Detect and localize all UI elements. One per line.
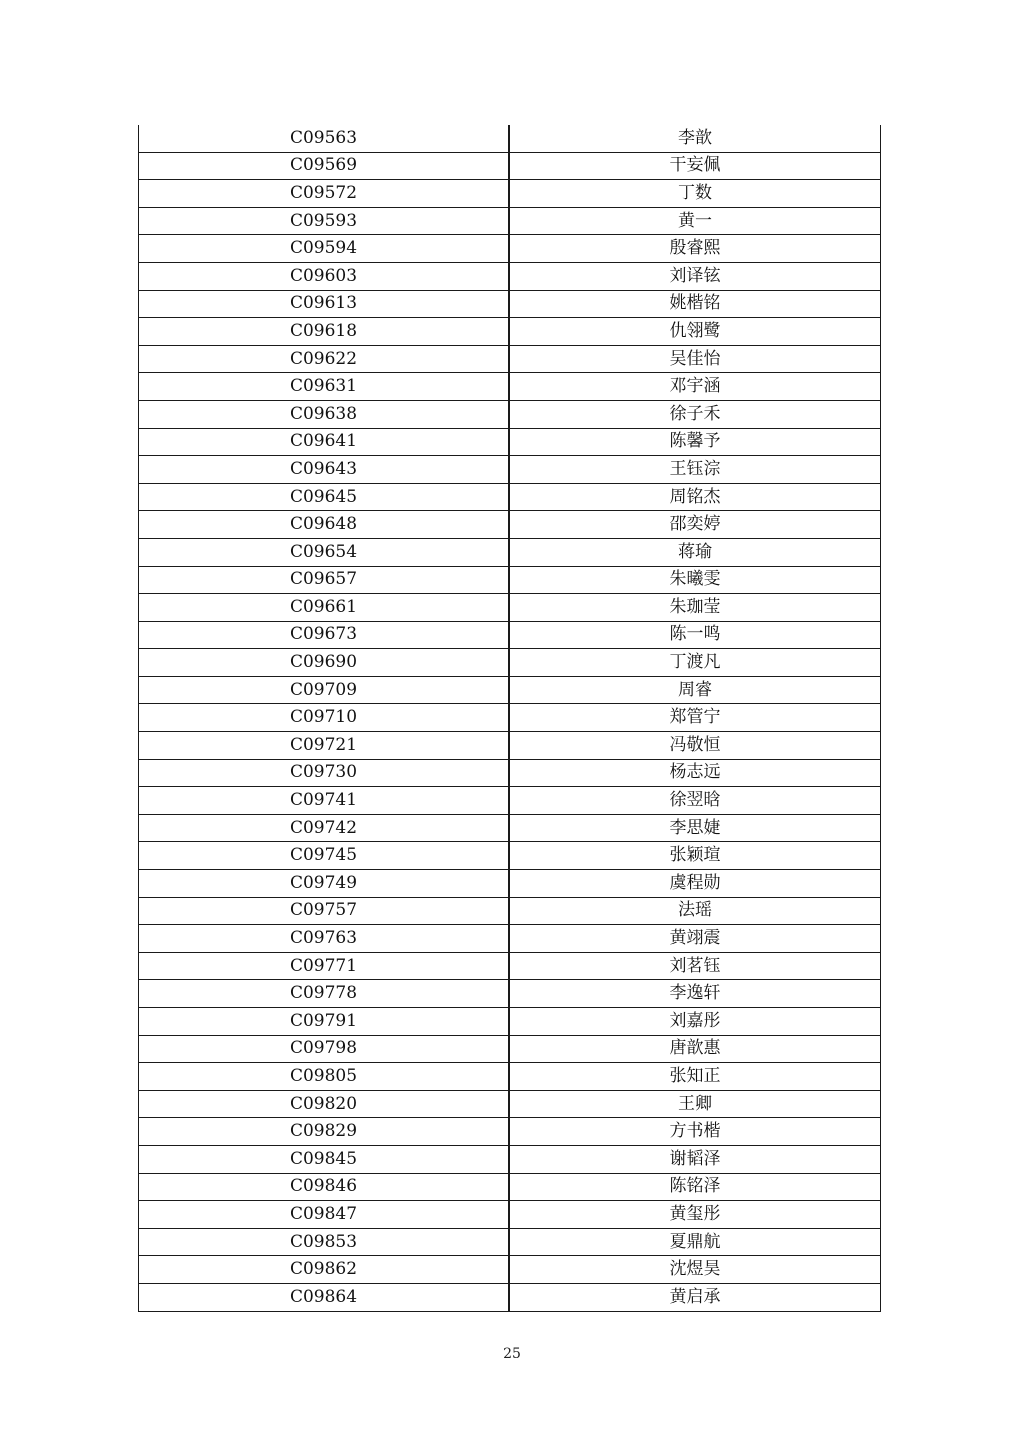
student-id-cell: C09641 <box>139 428 510 456</box>
student-id-cell: C09791 <box>139 1008 510 1036</box>
student-name-cell: 张知正 <box>509 1063 881 1091</box>
page-number: 25 <box>503 1346 521 1362</box>
table-row <box>139 1063 881 1091</box>
student-id-cell: C09572 <box>139 180 510 208</box>
student-name-cell: 干妄佩 <box>509 152 881 180</box>
student-id-cell: C09798 <box>139 1035 510 1063</box>
student-id-cell: C09730 <box>139 759 510 787</box>
student-id-cell: C09847 <box>139 1201 510 1229</box>
student-id-cell: C09643 <box>139 456 510 484</box>
student-id-cell: C09690 <box>139 649 510 677</box>
student-name-cell: 刘译铉 <box>509 262 881 290</box>
table-row <box>139 1228 881 1256</box>
student-name-cell: 方书楷 <box>509 1118 881 1146</box>
table-row <box>139 925 881 953</box>
student-id-cell: C09645 <box>139 483 510 511</box>
student-name-cell: 沈煜昊 <box>509 1256 881 1284</box>
student-name-cell: 黄翊震 <box>509 925 881 953</box>
table-row <box>139 952 881 980</box>
student-id-cell: C09749 <box>139 870 510 898</box>
table-row <box>139 318 881 346</box>
table-row <box>139 538 881 566</box>
student-name-cell: 徐翌晗 <box>509 787 881 815</box>
table-row <box>139 759 881 787</box>
table-row <box>139 483 881 511</box>
table-row <box>139 235 881 263</box>
table-row <box>139 1090 881 1118</box>
student-name-cell: 丁数 <box>509 180 881 208</box>
student-name-cell: 邵奕婷 <box>509 511 881 539</box>
table-row <box>139 180 881 208</box>
student-id-cell: C09864 <box>139 1283 510 1311</box>
table-row <box>139 1145 881 1173</box>
student-name-cell: 丁渡凡 <box>509 649 881 677</box>
student-id-cell: C09638 <box>139 400 510 428</box>
student-id-cell: C09820 <box>139 1090 510 1118</box>
table-row <box>139 1256 881 1284</box>
student-id-cell: C09763 <box>139 925 510 953</box>
student-name-cell: 黄一 <box>509 207 881 235</box>
student-id-cell: C09618 <box>139 318 510 346</box>
table-row <box>139 511 881 539</box>
student-name-cell: 杨志远 <box>509 759 881 787</box>
student-id-cell: C09778 <box>139 980 510 1008</box>
student-name-cell: 陈铭泽 <box>509 1173 881 1201</box>
roster-table <box>138 125 881 1312</box>
table-row <box>139 621 881 649</box>
student-id-cell: C09745 <box>139 842 510 870</box>
student-name-cell: 朱曦雯 <box>509 566 881 594</box>
table-row <box>139 649 881 677</box>
table-row <box>139 870 881 898</box>
student-id-cell: C09613 <box>139 290 510 318</box>
table-row <box>139 207 881 235</box>
student-name-cell: 陈馨予 <box>509 428 881 456</box>
student-id-cell: C09657 <box>139 566 510 594</box>
student-name-cell: 张颖瑄 <box>509 842 881 870</box>
student-name-cell: 徐子禾 <box>509 400 881 428</box>
student-id-cell: C09661 <box>139 594 510 622</box>
student-id-cell: C09593 <box>139 207 510 235</box>
table-row <box>139 345 881 373</box>
table-row <box>139 1035 881 1063</box>
roster-table-body <box>139 125 881 1311</box>
table-row <box>139 1008 881 1036</box>
table-row <box>139 704 881 732</box>
student-name-cell: 李思婕 <box>509 814 881 842</box>
student-id-cell: C09853 <box>139 1228 510 1256</box>
student-name-cell: 李逸轩 <box>509 980 881 1008</box>
table-row <box>139 980 881 1008</box>
student-name-cell: 王钰淙 <box>509 456 881 484</box>
student-name-cell: 法瑶 <box>509 897 881 925</box>
student-id-cell: C09741 <box>139 787 510 815</box>
student-id-cell: C09771 <box>139 952 510 980</box>
student-name-cell: 姚楷铭 <box>509 290 881 318</box>
student-name-cell: 冯敬恒 <box>509 732 881 760</box>
student-id-cell: C09622 <box>139 345 510 373</box>
student-name-cell: 吴佳怡 <box>509 345 881 373</box>
table-row <box>139 594 881 622</box>
table-row <box>139 1201 881 1229</box>
table-row <box>139 787 881 815</box>
student-name-cell: 刘茗钰 <box>509 952 881 980</box>
table-row <box>139 1173 881 1201</box>
student-id-cell: C09862 <box>139 1256 510 1284</box>
table-row <box>139 1283 881 1311</box>
student-name-cell: 夏鼎航 <box>509 1228 881 1256</box>
student-id-cell: C09654 <box>139 538 510 566</box>
student-name-cell: 黄玺彤 <box>509 1201 881 1229</box>
table-row <box>139 152 881 180</box>
table-row <box>139 676 881 704</box>
student-name-cell: 周铭杰 <box>509 483 881 511</box>
student-name-cell: 谢韬泽 <box>509 1145 881 1173</box>
table-row <box>139 897 881 925</box>
student-name-cell: 殷睿熙 <box>509 235 881 263</box>
student-name-cell: 仇翎鹭 <box>509 318 881 346</box>
student-name-cell: 邓宇涵 <box>509 373 881 401</box>
student-id-cell: C09805 <box>139 1063 510 1091</box>
student-id-cell: C09845 <box>139 1145 510 1173</box>
student-name-cell: 周睿 <box>509 676 881 704</box>
student-name-cell: 唐歆惠 <box>509 1035 881 1063</box>
student-name-cell: 郑管宁 <box>509 704 881 732</box>
table-row <box>139 373 881 401</box>
table-row <box>139 842 881 870</box>
student-id-cell: C09631 <box>139 373 510 401</box>
student-id-cell: C09829 <box>139 1118 510 1146</box>
student-name-cell: 朱珈莹 <box>509 594 881 622</box>
student-id-cell: C09846 <box>139 1173 510 1201</box>
student-name-cell: 李歆 <box>509 125 881 152</box>
student-id-cell: C09673 <box>139 621 510 649</box>
student-name-cell: 虞程勋 <box>509 870 881 898</box>
student-name-cell: 刘嘉彤 <box>509 1008 881 1036</box>
student-id-cell: C09563 <box>139 125 510 152</box>
student-id-cell: C09594 <box>139 235 510 263</box>
table-row <box>139 814 881 842</box>
table-row <box>139 125 881 152</box>
table-row <box>139 262 881 290</box>
table-row <box>139 456 881 484</box>
table-row <box>139 290 881 318</box>
student-id-cell: C09709 <box>139 676 510 704</box>
student-id-cell: C09710 <box>139 704 510 732</box>
table-row <box>139 1118 881 1146</box>
student-id-cell: C09648 <box>139 511 510 539</box>
student-id-cell: C09569 <box>139 152 510 180</box>
student-name-cell: 黄启承 <box>509 1283 881 1311</box>
student-name-cell: 陈一鸣 <box>509 621 881 649</box>
table-row <box>139 428 881 456</box>
student-id-cell: C09757 <box>139 897 510 925</box>
student-id-cell: C09742 <box>139 814 510 842</box>
student-name-cell: 蒋瑜 <box>509 538 881 566</box>
table-row <box>139 732 881 760</box>
table-row <box>139 566 881 594</box>
student-id-cell: C09603 <box>139 262 510 290</box>
student-name-cell: 王卿 <box>509 1090 881 1118</box>
table-row <box>139 400 881 428</box>
student-id-cell: C09721 <box>139 732 510 760</box>
